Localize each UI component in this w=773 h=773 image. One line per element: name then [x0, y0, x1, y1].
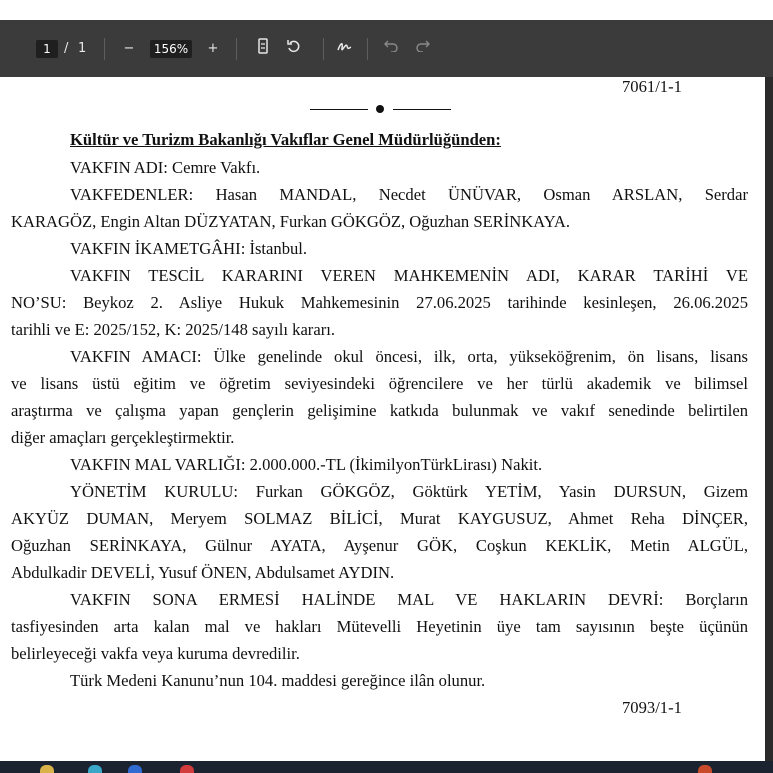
page-total: 1 [78, 41, 87, 56]
doc-line: Abdulkadir DEVELİ, Yusuf ÖNEN, Abdulsamet AYDIN. [11, 563, 395, 582]
taskbar-app-icon[interactable] [698, 765, 712, 773]
taskbar [0, 761, 773, 773]
bottom-notice-code: 7093/1-1 [622, 698, 682, 717]
doc-line: tasfiyesinden arta kalan mal ve hakları Mütevelli Heyetinin üye tam sayısının beşte üçünün [11, 617, 748, 636]
doc-line: VAKFIN MAL VARLIĞI: 2.000.000.-TL (İkimilyonTürkLirası) Nakit. [70, 455, 543, 474]
separator-line [310, 109, 368, 110]
issuer-heading: Kültür ve Turizm Bakanlığı Vakıflar Genel Müdürlüğünden: [70, 130, 501, 149]
toolbar-divider [367, 38, 368, 60]
doc-line: belirleyeceği vakfa veya kuruma devredilir. [11, 644, 300, 663]
redo-icon[interactable] [412, 38, 434, 60]
zoom-level-input[interactable]: 156% [150, 40, 192, 58]
zoom-out-icon[interactable]: − [123, 41, 135, 56]
pdf-toolbar [0, 20, 773, 77]
separator-line [393, 109, 451, 110]
page-number-input[interactable]: 1 [36, 40, 58, 58]
doc-line: VAKFIN İKAMETGÂHI: İstanbul. [70, 239, 308, 258]
taskbar-app-icon[interactable] [88, 765, 102, 773]
doc-line: VAKFIN SONA ERMESİ HALİNDE MAL VE HAKLARIN DEVRİ: Borçların [70, 590, 748, 609]
doc-line: VAKFIN AMACI: Ülke genelinde okul öncesi, ilk, orta, yükseköğrenim, ön lisans, lisans [70, 347, 748, 366]
doc-line: diğer amaçları gerçekleştirmektir. [11, 428, 235, 447]
doc-line: VAKFIN TESCİL KARARINI VEREN MAHKEMENİN ADI, KARAR TARİHİ VE [70, 266, 748, 285]
page-separator: / [64, 41, 69, 56]
doc-line: araştırma ve çalışma yapan gençlerin gelişimine katkıda bulunmak ve vakıf senedinde belirtilen [11, 401, 748, 420]
toolbar-divider [104, 38, 105, 60]
doc-line: VAKFEDENLER: Hasan MANDAL, Necdet ÜNÜVAR, Osman ARSLAN, Serdar [70, 185, 748, 204]
undo-icon[interactable] [380, 38, 402, 60]
toolbar-divider [236, 38, 237, 60]
top-notice-code: 7061/1-1 [622, 77, 682, 96]
doc-line: VAKFIN ADI: Cemre Vakfı. [70, 158, 261, 177]
separator-dot [376, 105, 384, 113]
draw-icon[interactable] [334, 38, 356, 60]
document-viewer[interactable] [0, 77, 773, 761]
doc-line: ve lisans üstü eğitim ve öğretim seviyesindeki öğrencilere ve her türlü akademik ve bilimsel [11, 374, 748, 393]
zoom-in-icon[interactable]: + [207, 41, 219, 56]
pdf-page [0, 77, 765, 761]
doc-line: Oğuzhan SERİNKAYA, Gülnur AYATA, Ayşenur GÖK, Coşkun KEKLİK, Metin ALGÜL, [11, 536, 748, 555]
doc-line: YÖNETİM KURULU: Furkan GÖKGÖZ, Göktürk YETİM, Yasin DURSUN, Gizem [70, 482, 748, 501]
taskbar-app-icon[interactable] [128, 765, 142, 773]
taskbar-app-icon[interactable] [40, 765, 54, 773]
doc-line: tarihli ve E: 2025/152, K: 2025/148 sayılı kararı. [11, 320, 335, 339]
doc-line: KARAGÖZ, Engin Altan DÜZYATAN, Furkan GÖKGÖZ, Oğuzhan SERİNKAYA. [11, 212, 570, 231]
doc-line: NO’SU: Beykoz 2. Asliye Hukuk Mahkemesinin 27.06.2025 tarihinde kesinleşen, 26.06.2025 [11, 293, 748, 312]
doc-line: Türk Medeni Kanunu’nun 104. maddesi gereğince ilân olunur. [70, 671, 486, 690]
scrollbar[interactable] [765, 77, 773, 761]
taskbar-app-icon[interactable] [180, 765, 194, 773]
doc-line: AKYÜZ DUMAN, Meryem SOLMAZ BİLİCİ, Murat KAYGUSUZ, Ahmet Reha DİNÇER, [11, 509, 748, 528]
window-top-strip [0, 0, 773, 20]
rotate-icon[interactable] [283, 38, 305, 60]
toolbar-divider [323, 38, 324, 60]
fit-page-icon[interactable] [252, 38, 274, 60]
